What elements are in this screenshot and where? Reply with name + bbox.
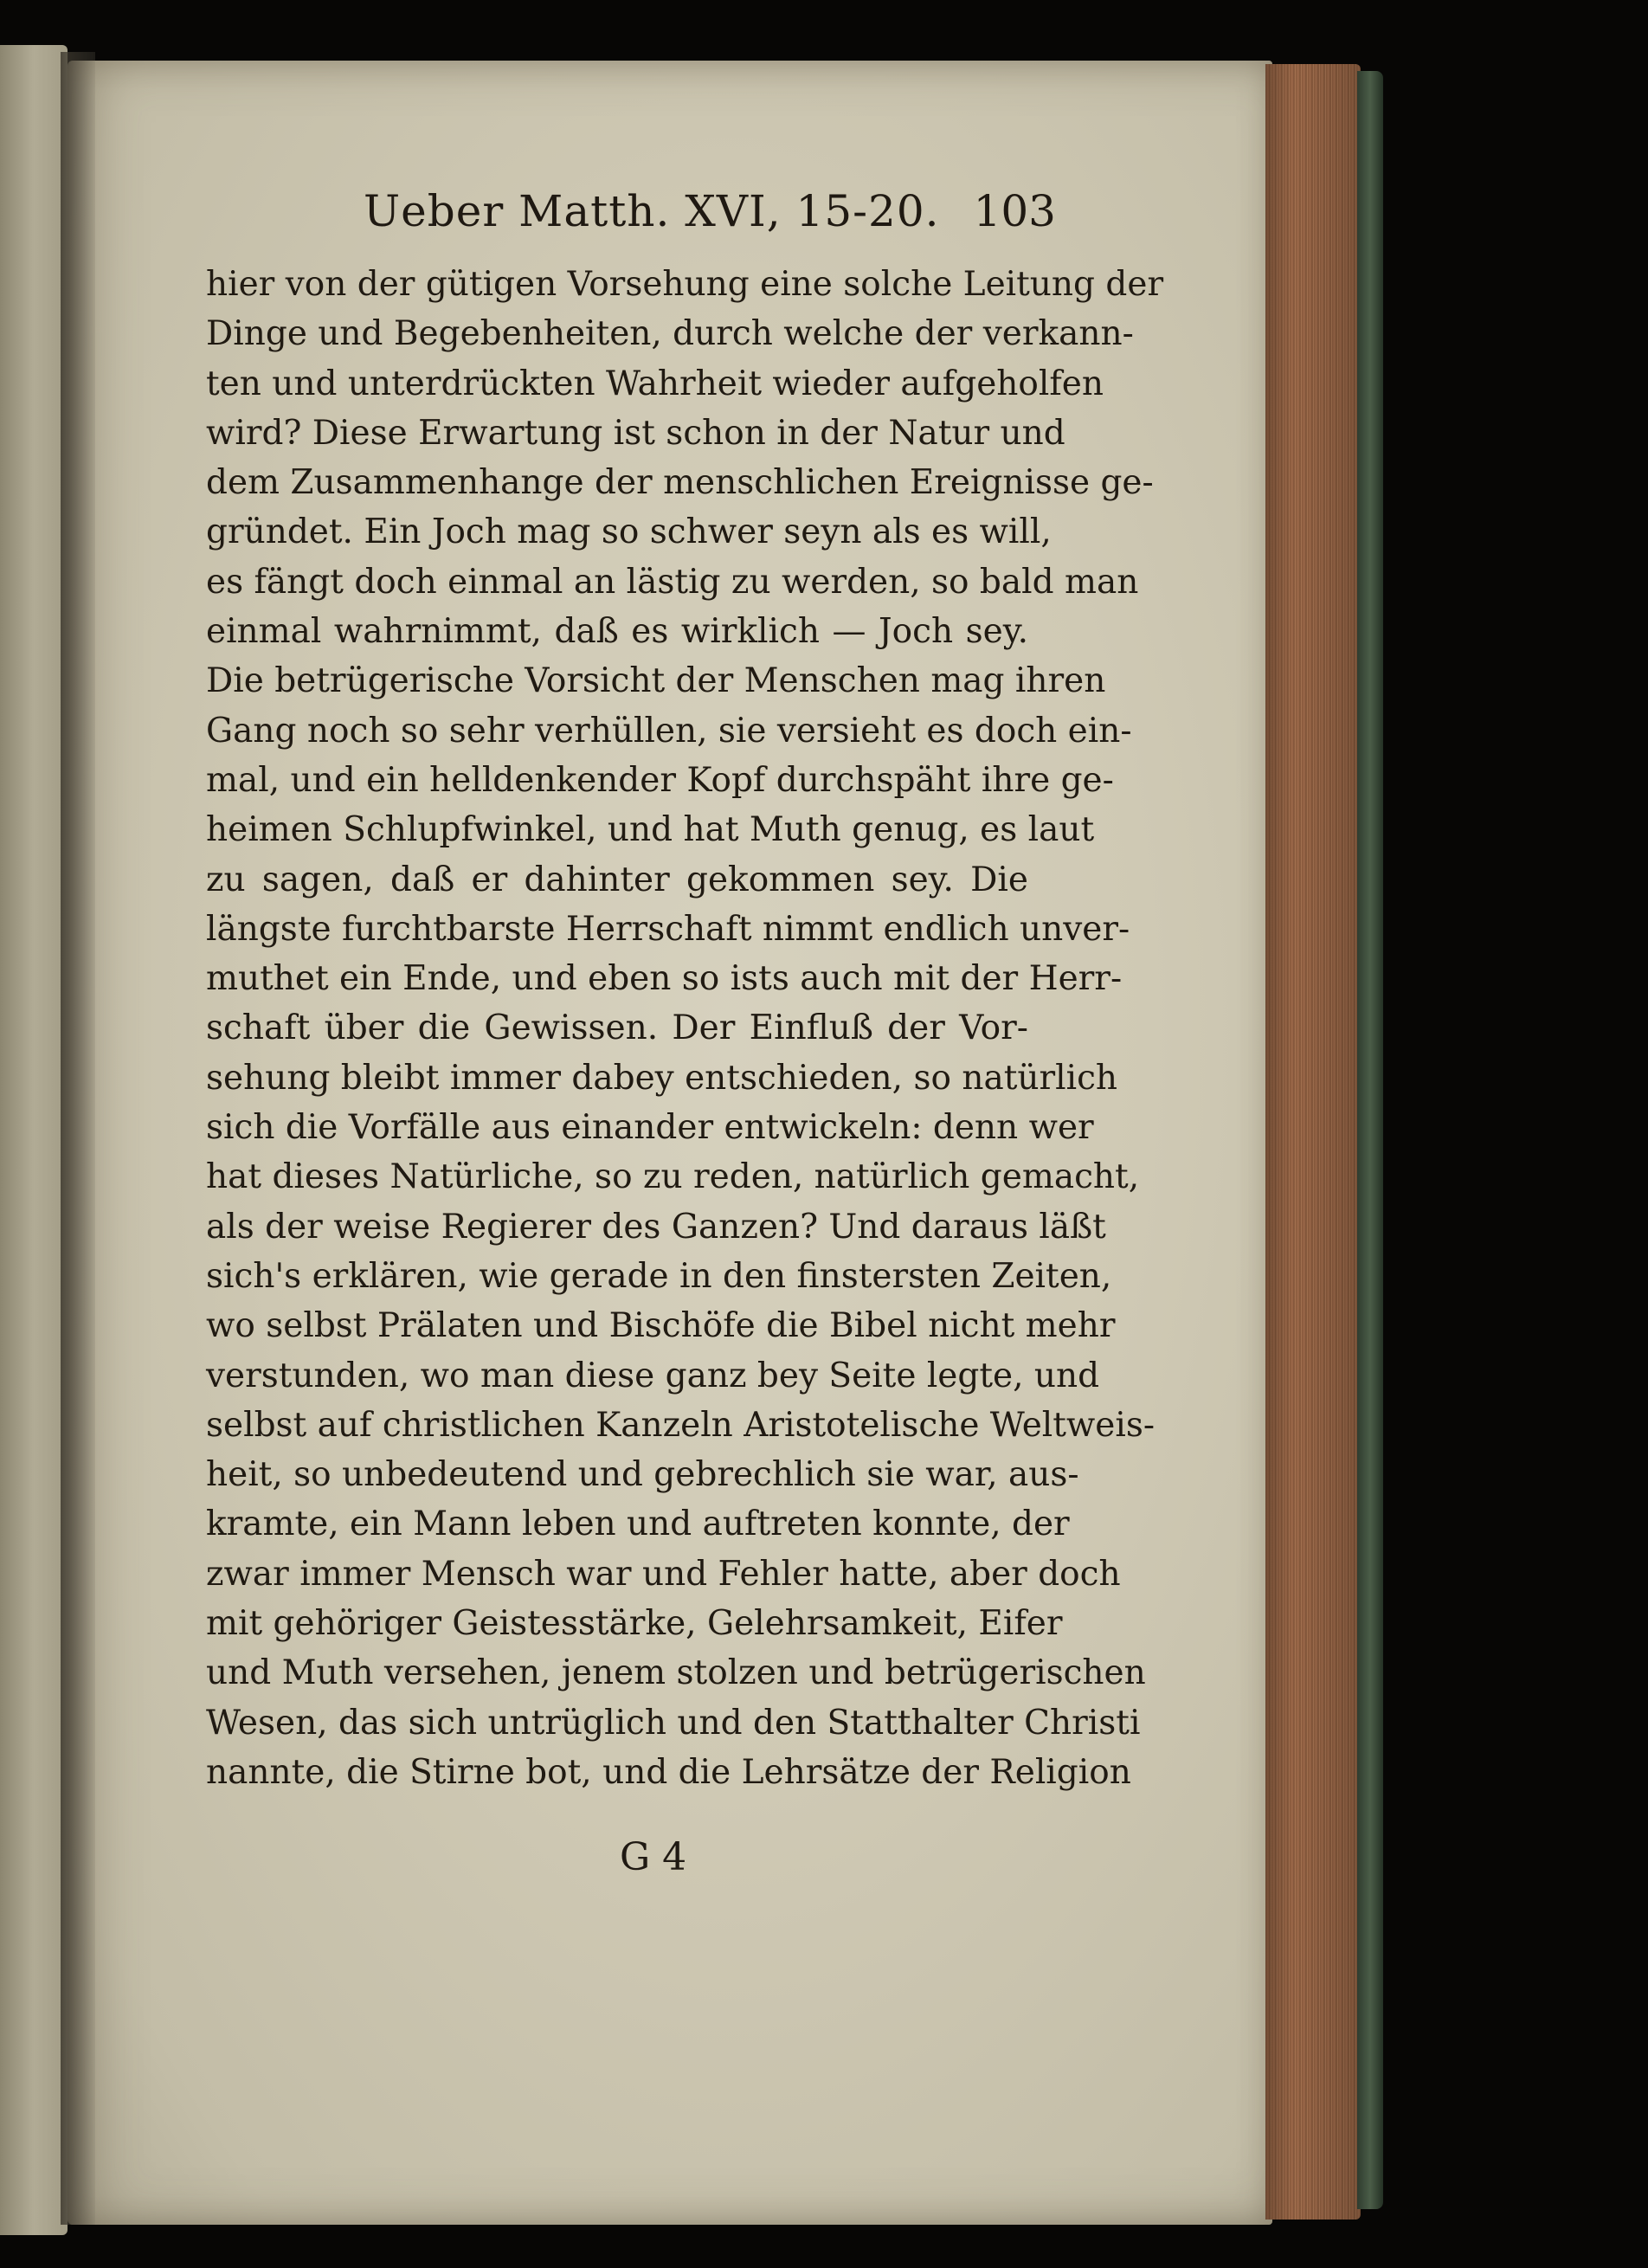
text-line: hier von der gütigen Vorsehung eine solche Leitung der — [206, 265, 1164, 304]
facing-page-edge — [0, 45, 68, 2235]
text-line: wird? Diese Erwartung ist schon in der Natur und — [206, 413, 1065, 453]
text-line: längste furchtbarste Herrschaft nimmt endlich unver- — [206, 909, 1130, 949]
text-line: schaft über die Gewissen. Der Einfluß der Vor- — [206, 1008, 1028, 1048]
text-line: einmal wahrnimmt, daß es wirklich — Joch sey. — [206, 612, 1028, 652]
binding-gutter — [61, 52, 95, 2225]
text-line: muthet ein Ende, und eben so ists auch mit der Herr- — [206, 959, 1123, 999]
text-line: kramte, ein Mann leben und auftreten konnte, der — [206, 1504, 1070, 1544]
text-line: ten und unterdrückten Wahrheit wieder aufgeholfen — [206, 364, 1104, 403]
book-cover — [1357, 71, 1383, 2209]
text-line: Die betrügerische Vorsicht der Menschen mag ihren — [206, 661, 1106, 701]
running-head: Ueber Matth. XVI, 15-20. — [364, 186, 940, 236]
signature-mark: G 4 — [620, 1835, 687, 1879]
text-line: Dinge und Begebenheiten, durch welche der verkann- — [206, 314, 1134, 354]
text-line: heit, so unbedeutend und gebrechlich sie war, aus- — [206, 1455, 1079, 1495]
text-line: zu sagen, daß er dahinter gekommen sey. Die — [206, 860, 1028, 899]
text-line: zwar immer Mensch war und Fehler hatte, aber doch — [206, 1554, 1121, 1594]
text-line: als der weise Regierer des Ganzen? Und daraus läßt — [206, 1207, 1106, 1247]
page-header — [364, 186, 1056, 247]
text-line: es fängt doch einmal an lästig zu werden, so bald man — [206, 562, 1139, 602]
text-line: hat dieses Natürliche, so zu reden, natürlich gemacht, — [206, 1157, 1140, 1197]
text-line: nannte, die Stirne bot, und die Lehrsätze der Religion — [206, 1752, 1131, 1792]
page-number: 103 — [973, 186, 1056, 236]
text-line: verstunden, wo man diese ganz bey Seite legte, und — [206, 1356, 1100, 1395]
text-line: sehung bleibt immer dabey entschieden, so natürlich — [206, 1058, 1118, 1098]
text-line: und Muth versehen, jenem stolzen und betrügerischen — [206, 1653, 1146, 1693]
text-line: Wesen, das sich untrüglich und den Statthalter Christi — [206, 1703, 1141, 1743]
text-line: sich's erklären, wie gerade in den finstersten Zeiten, — [206, 1256, 1112, 1296]
text-line: sich die Vorfälle aus einander entwickeln: denn wer — [206, 1108, 1094, 1148]
text-line: dem Zusammenhange der menschlichen Ereignisse ge- — [206, 463, 1154, 503]
text-line: mit gehöriger Geistesstärke, Gelehrsamkeit, Eifer — [206, 1604, 1063, 1644]
text-line: mal, und ein helldenkender Kopf durchspäht ihre ge- — [206, 760, 1114, 800]
text-line: wo selbst Prälaten und Bischöfe die Bibel nicht mehr — [206, 1306, 1116, 1346]
text-line: selbst auf christlichen Kanzeln Aristotelische Weltweis- — [206, 1405, 1156, 1445]
body-text — [206, 260, 1164, 1797]
text-line: Gang noch so sehr verhüllen, sie versieht es doch ein- — [206, 711, 1132, 751]
text-line: gründet. Ein Joch mag so schwer seyn als es will, — [206, 512, 1052, 552]
page-block-shading — [1265, 64, 1361, 2220]
text-line: heimen Schlupfwinkel, und hat Muth genug, es laut — [206, 810, 1095, 850]
